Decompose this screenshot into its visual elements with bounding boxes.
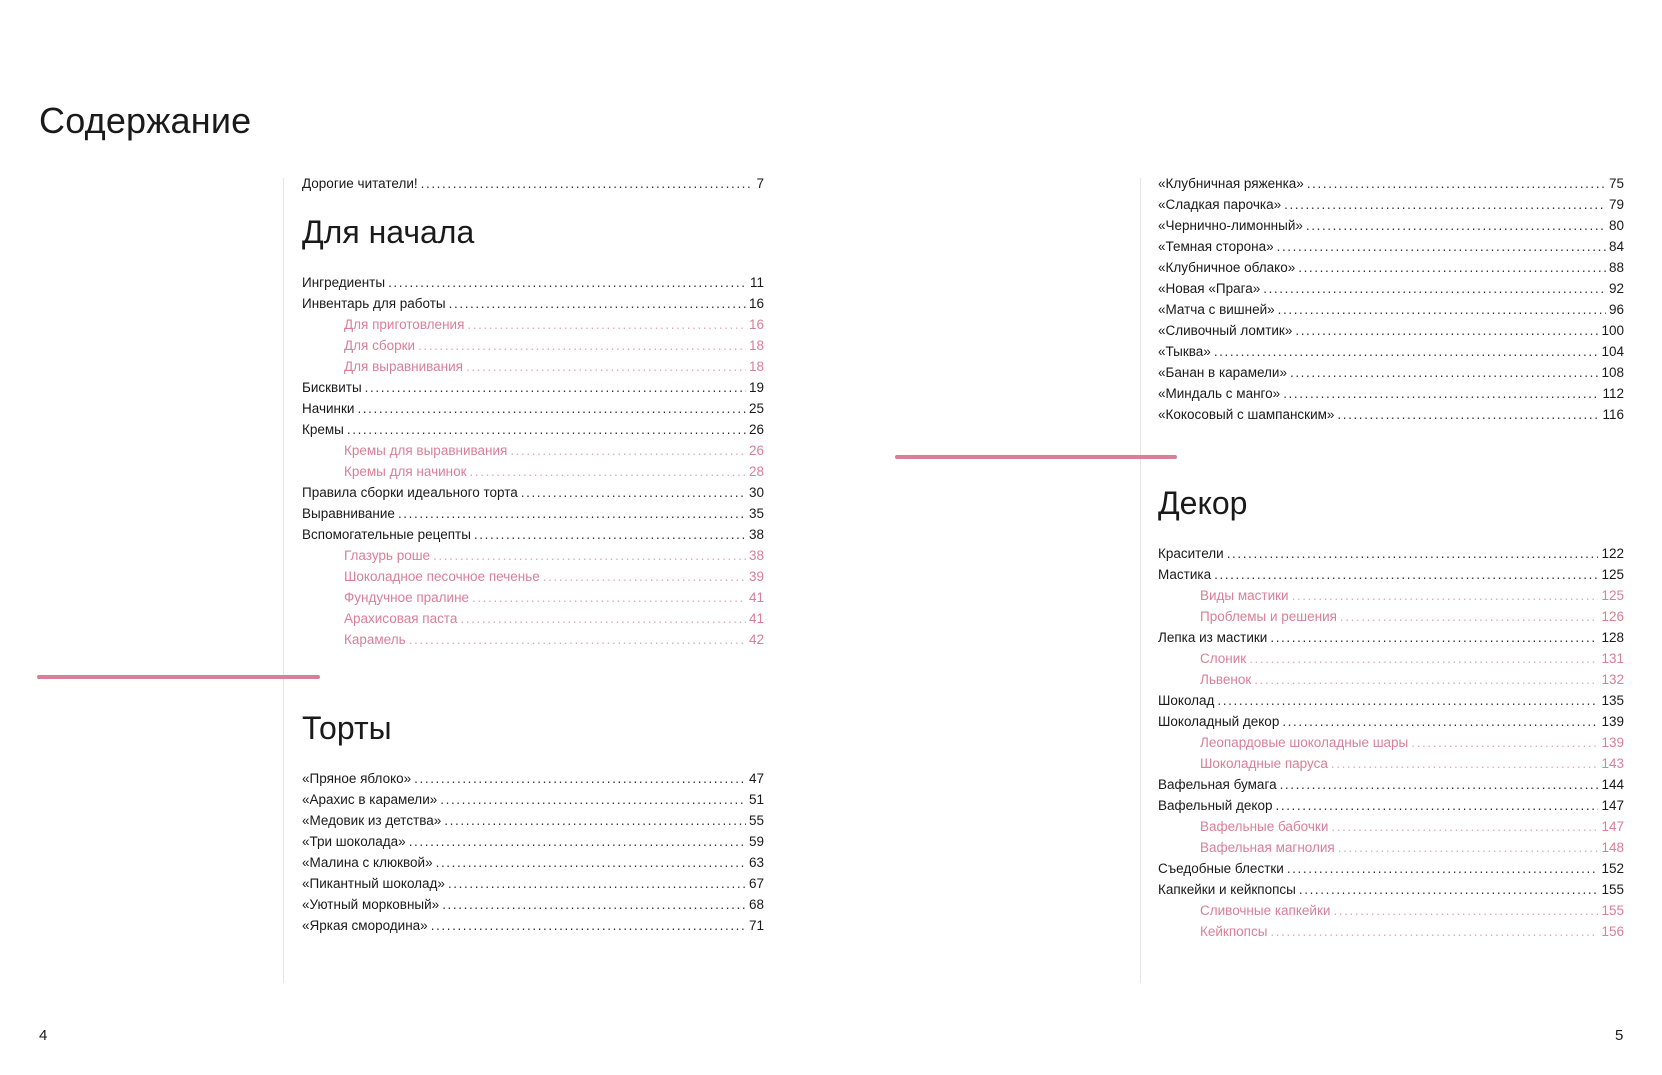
toc-page-number: 96 xyxy=(1608,302,1624,317)
toc-entry-title: Для выравнивания xyxy=(344,359,463,374)
toc-entry-title: «Пряное яблоко» xyxy=(302,771,412,786)
toc-entry-title: «Пикантный шоколад» xyxy=(302,876,445,891)
toc-cakes xyxy=(302,768,764,936)
dot-leader xyxy=(347,419,746,440)
dot-leader xyxy=(1283,383,1599,404)
toc-entry-title: Леопардовые шоколадные шары xyxy=(1200,735,1409,750)
dot-leader xyxy=(1340,606,1599,627)
toc-subentry xyxy=(1158,648,1624,669)
toc-entry-title: «Клубничное облако» xyxy=(1158,260,1296,275)
dot-leader xyxy=(1214,341,1599,362)
toc-page-number: 122 xyxy=(1601,546,1624,561)
toc-entry xyxy=(1158,690,1624,711)
left-column-divider xyxy=(283,178,284,983)
toc-subentry xyxy=(302,461,764,482)
toc-entry-title: «Арахис в карамели» xyxy=(302,792,438,807)
dot-leader xyxy=(448,873,746,894)
toc-entry xyxy=(302,524,764,545)
dot-leader xyxy=(1290,362,1599,383)
toc-page-number: 92 xyxy=(1608,281,1624,296)
dot-leader xyxy=(409,629,746,650)
toc-entry xyxy=(302,873,764,894)
toc-subentry xyxy=(1158,669,1624,690)
dot-leader xyxy=(1270,627,1598,648)
toc-page-number: 147 xyxy=(1601,819,1624,834)
dot-leader xyxy=(1306,215,1606,236)
toc-entry-title: Фундучное пралине xyxy=(344,590,470,605)
toc-entry-title: Шоколадный декор xyxy=(1158,714,1280,729)
right-column-divider xyxy=(1140,178,1141,983)
dot-leader xyxy=(1295,320,1598,341)
toc-page-number: 88 xyxy=(1608,260,1624,275)
toc-entry-title: Кремы для начинок xyxy=(344,464,467,479)
dot-leader xyxy=(1217,690,1598,711)
toc-entry xyxy=(302,768,764,789)
toc-page-number: 35 xyxy=(748,506,764,521)
toc-entry-title: Съедобные блестки xyxy=(1158,861,1284,876)
toc-entry xyxy=(1158,879,1624,900)
toc-page-number: 135 xyxy=(1601,693,1624,708)
toc-page-number: 16 xyxy=(748,317,764,332)
toc-page-number: 51 xyxy=(748,792,764,807)
toc-decor xyxy=(1158,543,1624,942)
toc-entry-title: Вафельный декор xyxy=(1158,798,1273,813)
dot-leader xyxy=(521,482,746,503)
dot-leader xyxy=(357,398,746,419)
toc-entry xyxy=(302,398,764,419)
toc-entry-title: Слоник xyxy=(1200,651,1247,666)
toc-entry-title: «Банан в карамели» xyxy=(1158,365,1287,380)
dot-leader xyxy=(442,894,746,915)
toc-page-number: 128 xyxy=(1601,630,1624,645)
dot-leader xyxy=(365,377,746,398)
toc-subentry xyxy=(1158,921,1624,942)
toc-page-number: 39 xyxy=(748,569,764,584)
dot-leader xyxy=(418,335,746,356)
page-number-right: 5 xyxy=(1615,1027,1624,1044)
toc-page-number: 25 xyxy=(748,401,764,416)
dot-leader xyxy=(1254,669,1598,690)
toc-entry xyxy=(1158,383,1624,404)
dot-leader xyxy=(433,545,746,566)
toc-page-number: 152 xyxy=(1601,861,1624,876)
toc-entry-title: Ингредиенты xyxy=(302,275,386,290)
toc-page-number: 108 xyxy=(1601,365,1624,380)
toc-entry xyxy=(302,377,764,398)
toc-entry-title: «Малина с клюквой» xyxy=(302,855,433,870)
toc-entry-title: Шоколадное песочное печенье xyxy=(344,569,540,584)
toc-page-number: 116 xyxy=(1602,407,1624,422)
dot-leader xyxy=(449,293,746,314)
dot-leader xyxy=(467,314,746,335)
toc-page-number: 30 xyxy=(748,485,764,500)
toc-entry xyxy=(1158,278,1624,299)
toc-entry-title: «Уютный морковный» xyxy=(302,897,440,912)
toc-entry xyxy=(1158,404,1624,425)
toc-entry-title: Инвентарь для работы xyxy=(302,296,446,311)
toc-entry-title: Глазурь роше xyxy=(344,548,431,563)
toc-entry-title: Карамель xyxy=(344,632,406,647)
toc-page-number: 75 xyxy=(1608,176,1624,191)
toc-page-number: 139 xyxy=(1601,714,1624,729)
dot-leader xyxy=(466,356,746,377)
toc-page-number: 100 xyxy=(1601,323,1624,338)
dot-leader xyxy=(409,831,746,852)
toc-entry-title: Шоколад xyxy=(1158,693,1215,708)
toc-entry xyxy=(302,503,764,524)
toc-entry-title: Правила сборки идеального торта xyxy=(302,485,518,500)
toc-entry-title: «Тыква» xyxy=(1158,344,1211,359)
toc-entry-title: «Три шоколада» xyxy=(302,834,406,849)
toc-page-number: 67 xyxy=(748,876,764,891)
dot-leader xyxy=(1411,732,1598,753)
toc-subentry xyxy=(1158,606,1624,627)
toc-entry xyxy=(1158,215,1624,236)
toc-page-number: 155 xyxy=(1601,882,1624,897)
toc-page-number: 132 xyxy=(1601,672,1624,687)
toc-entry-title: «Темная сторона» xyxy=(1158,239,1274,254)
toc-page-number: 147 xyxy=(1601,798,1624,813)
toc-entry xyxy=(302,789,764,810)
toc-entry xyxy=(302,419,764,440)
dot-leader xyxy=(444,810,746,831)
toc-entry xyxy=(1158,362,1624,383)
toc-page-number: 41 xyxy=(748,611,764,626)
dot-leader xyxy=(470,461,746,482)
dot-leader xyxy=(1338,837,1599,858)
dot-leader xyxy=(472,587,746,608)
dot-leader xyxy=(1331,753,1599,774)
toc-page-number: 18 xyxy=(748,359,764,374)
toc-entry-title: «Яркая смородина» xyxy=(302,918,428,933)
toc-page-number: 7 xyxy=(756,176,764,191)
toc-page-number: 38 xyxy=(748,527,764,542)
dot-leader xyxy=(1227,543,1599,564)
toc-page-number: 41 xyxy=(748,590,764,605)
toc-page-number: 26 xyxy=(748,443,764,458)
toc-page-number: 59 xyxy=(748,834,764,849)
toc-entry xyxy=(302,293,764,314)
toc-entry-title: Кейкпопсы xyxy=(1200,924,1268,939)
toc-entry-title: Виды мастики xyxy=(1200,588,1289,603)
dot-leader xyxy=(436,852,746,873)
dot-leader xyxy=(1299,879,1599,900)
toc-subentry xyxy=(302,629,764,650)
accent-rule-left xyxy=(37,675,320,679)
toc-entry xyxy=(302,852,764,873)
toc-entry-title: «Чернично-лимонный» xyxy=(1158,218,1303,233)
toc-subentry xyxy=(1158,900,1624,921)
toc-entry xyxy=(1158,299,1624,320)
toc-entry xyxy=(302,272,764,293)
toc-entry xyxy=(1158,774,1624,795)
toc-entry-title: «Клубничная ряженка» xyxy=(1158,176,1304,191)
section-title-cakes: Торты xyxy=(302,710,392,746)
toc-subentry xyxy=(1158,732,1624,753)
toc-entry xyxy=(1158,320,1624,341)
toc-page-number: 156 xyxy=(1601,924,1624,939)
toc-entry-title: Дорогие читатели! xyxy=(302,176,418,191)
toc-entry-title: Сливочные капкейки xyxy=(1200,903,1331,918)
toc-page-number: 104 xyxy=(1601,344,1624,359)
toc-subentry xyxy=(302,356,764,377)
accent-rule-right xyxy=(895,455,1177,459)
dot-leader xyxy=(388,272,747,293)
toc-subentry xyxy=(302,608,764,629)
toc-entry-title: Красители xyxy=(1158,546,1224,561)
toc-page-number: 38 xyxy=(748,548,764,563)
dot-leader xyxy=(474,524,746,545)
page-title: Содержание xyxy=(39,100,252,141)
toc-page-number: 18 xyxy=(748,338,764,353)
section-title-basics: Для начала xyxy=(302,214,475,250)
dot-leader xyxy=(1282,711,1598,732)
toc-entry-title: Арахисовая паста xyxy=(344,611,458,626)
toc-entry-title: «Матча с вишней» xyxy=(1158,302,1275,317)
dot-leader xyxy=(460,608,746,629)
toc-page-number: 63 xyxy=(748,855,764,870)
dot-leader xyxy=(1214,564,1598,585)
toc-page-number: 42 xyxy=(748,632,764,647)
toc-intro xyxy=(302,173,764,194)
toc-subentry xyxy=(1158,585,1624,606)
toc-page-number: 11 xyxy=(749,275,764,290)
toc-entry-title: Шоколадные паруса xyxy=(1200,756,1328,771)
dot-leader xyxy=(440,789,746,810)
toc-page-number: 79 xyxy=(1608,197,1624,212)
toc-page-number: 131 xyxy=(1601,651,1624,666)
toc-page-number: 125 xyxy=(1601,567,1624,582)
toc-subentry xyxy=(302,566,764,587)
toc-page-number: 143 xyxy=(1601,756,1624,771)
toc-entry xyxy=(1158,194,1624,215)
dot-leader xyxy=(1280,774,1599,795)
toc-page-number: 155 xyxy=(1601,903,1624,918)
toc-page-number: 71 xyxy=(748,918,764,933)
toc-cakes-continued xyxy=(1158,173,1624,425)
dot-leader xyxy=(421,173,754,194)
toc-entry-title: Выравнивание xyxy=(302,506,395,521)
dot-leader xyxy=(398,503,746,524)
dot-leader xyxy=(1249,648,1598,669)
toc-entry xyxy=(1158,564,1624,585)
dot-leader xyxy=(1284,194,1606,215)
toc-entry-title: «Новая «Прага» xyxy=(1158,281,1261,296)
dot-leader xyxy=(1298,257,1606,278)
dot-leader xyxy=(1333,900,1598,921)
toc-entry xyxy=(1158,711,1624,732)
dot-leader xyxy=(1287,858,1599,879)
page-number-left: 4 xyxy=(39,1027,48,1044)
toc-page-number: 55 xyxy=(748,813,764,828)
toc-page-number: 26 xyxy=(748,422,764,437)
toc-subentry xyxy=(302,440,764,461)
toc-subentry xyxy=(302,545,764,566)
toc-page-number: 16 xyxy=(748,296,764,311)
toc-entry-title: Лепка из мастики xyxy=(1158,630,1268,645)
toc-subentry xyxy=(302,314,764,335)
toc-entry xyxy=(1158,257,1624,278)
toc-entry-title: «Кокосовый с шампанским» xyxy=(1158,407,1335,422)
dot-leader xyxy=(543,566,746,587)
dot-leader xyxy=(1270,921,1598,942)
toc-page-number: 80 xyxy=(1608,218,1624,233)
toc-entry-title: Бисквиты xyxy=(302,380,362,395)
toc-subentry xyxy=(302,335,764,356)
toc-subentry xyxy=(1158,837,1624,858)
toc-entry xyxy=(302,482,764,503)
toc-entry xyxy=(302,915,764,936)
toc-entry-title: Проблемы и решения xyxy=(1200,609,1337,624)
dot-leader xyxy=(1292,585,1599,606)
toc-entry-title: «Миндаль с манго» xyxy=(1158,386,1281,401)
toc-entry-title: Вафельная бумага xyxy=(1158,777,1277,792)
toc-entry xyxy=(1158,627,1624,648)
toc-entry-title: Для сборки xyxy=(344,338,416,353)
toc-page-number: 112 xyxy=(1602,386,1624,401)
dot-leader xyxy=(1278,299,1606,320)
dot-leader xyxy=(1331,816,1598,837)
toc-entry xyxy=(302,894,764,915)
toc-entry-title: «Медовик из детства» xyxy=(302,813,442,828)
toc-entry-title: Мастика xyxy=(1158,567,1212,582)
toc-entry-title: Кремы xyxy=(302,422,344,437)
toc-entry-title: Вафельная магнолия xyxy=(1200,840,1335,855)
toc-entry xyxy=(302,173,764,194)
toc-page-number: 19 xyxy=(748,380,764,395)
toc-entry xyxy=(1158,795,1624,816)
toc-page-number: 126 xyxy=(1601,609,1624,624)
toc-entry-title: Для приготовления xyxy=(344,317,465,332)
toc-entry xyxy=(1158,543,1624,564)
toc-page-number: 84 xyxy=(1608,239,1624,254)
toc-entry-title: Вафельные бабочки xyxy=(1200,819,1329,834)
dot-leader xyxy=(510,440,746,461)
toc-entry-title: Начинки xyxy=(302,401,355,416)
toc-entry-title: Львенок xyxy=(1200,672,1252,687)
toc-entry-title: Кремы для выравнивания xyxy=(344,443,508,458)
toc-page-number: 47 xyxy=(748,771,764,786)
toc-subentry xyxy=(302,587,764,608)
toc-subentry xyxy=(1158,816,1624,837)
dot-leader xyxy=(431,915,746,936)
dot-leader xyxy=(1276,795,1599,816)
toc-entry-title: Капкейки и кейкпопсы xyxy=(1158,882,1296,897)
toc-entry-title: Вспомогательные рецепты xyxy=(302,527,471,542)
toc-page-number: 125 xyxy=(1601,588,1624,603)
toc-page-number: 139 xyxy=(1601,735,1624,750)
dot-leader xyxy=(1307,173,1606,194)
dot-leader xyxy=(414,768,746,789)
toc-entry xyxy=(1158,173,1624,194)
dot-leader xyxy=(1277,236,1606,257)
dot-leader xyxy=(1263,278,1606,299)
toc-page-number: 28 xyxy=(748,464,764,479)
toc-page-number: 68 xyxy=(748,897,764,912)
toc-page-number: 144 xyxy=(1601,777,1624,792)
toc-page-number: 148 xyxy=(1601,840,1624,855)
toc-entry-title: «Сливочный ломтик» xyxy=(1158,323,1293,338)
toc-subentry xyxy=(1158,753,1624,774)
toc-entry xyxy=(1158,341,1624,362)
dot-leader xyxy=(1337,404,1599,425)
toc-entry xyxy=(302,810,764,831)
toc-entry xyxy=(302,831,764,852)
toc-entry-title: «Сладкая парочка» xyxy=(1158,197,1282,212)
section-title-decor: Декор xyxy=(1158,485,1248,521)
toc-entry xyxy=(1158,236,1624,257)
toc-basics xyxy=(302,272,764,650)
toc-entry xyxy=(1158,858,1624,879)
